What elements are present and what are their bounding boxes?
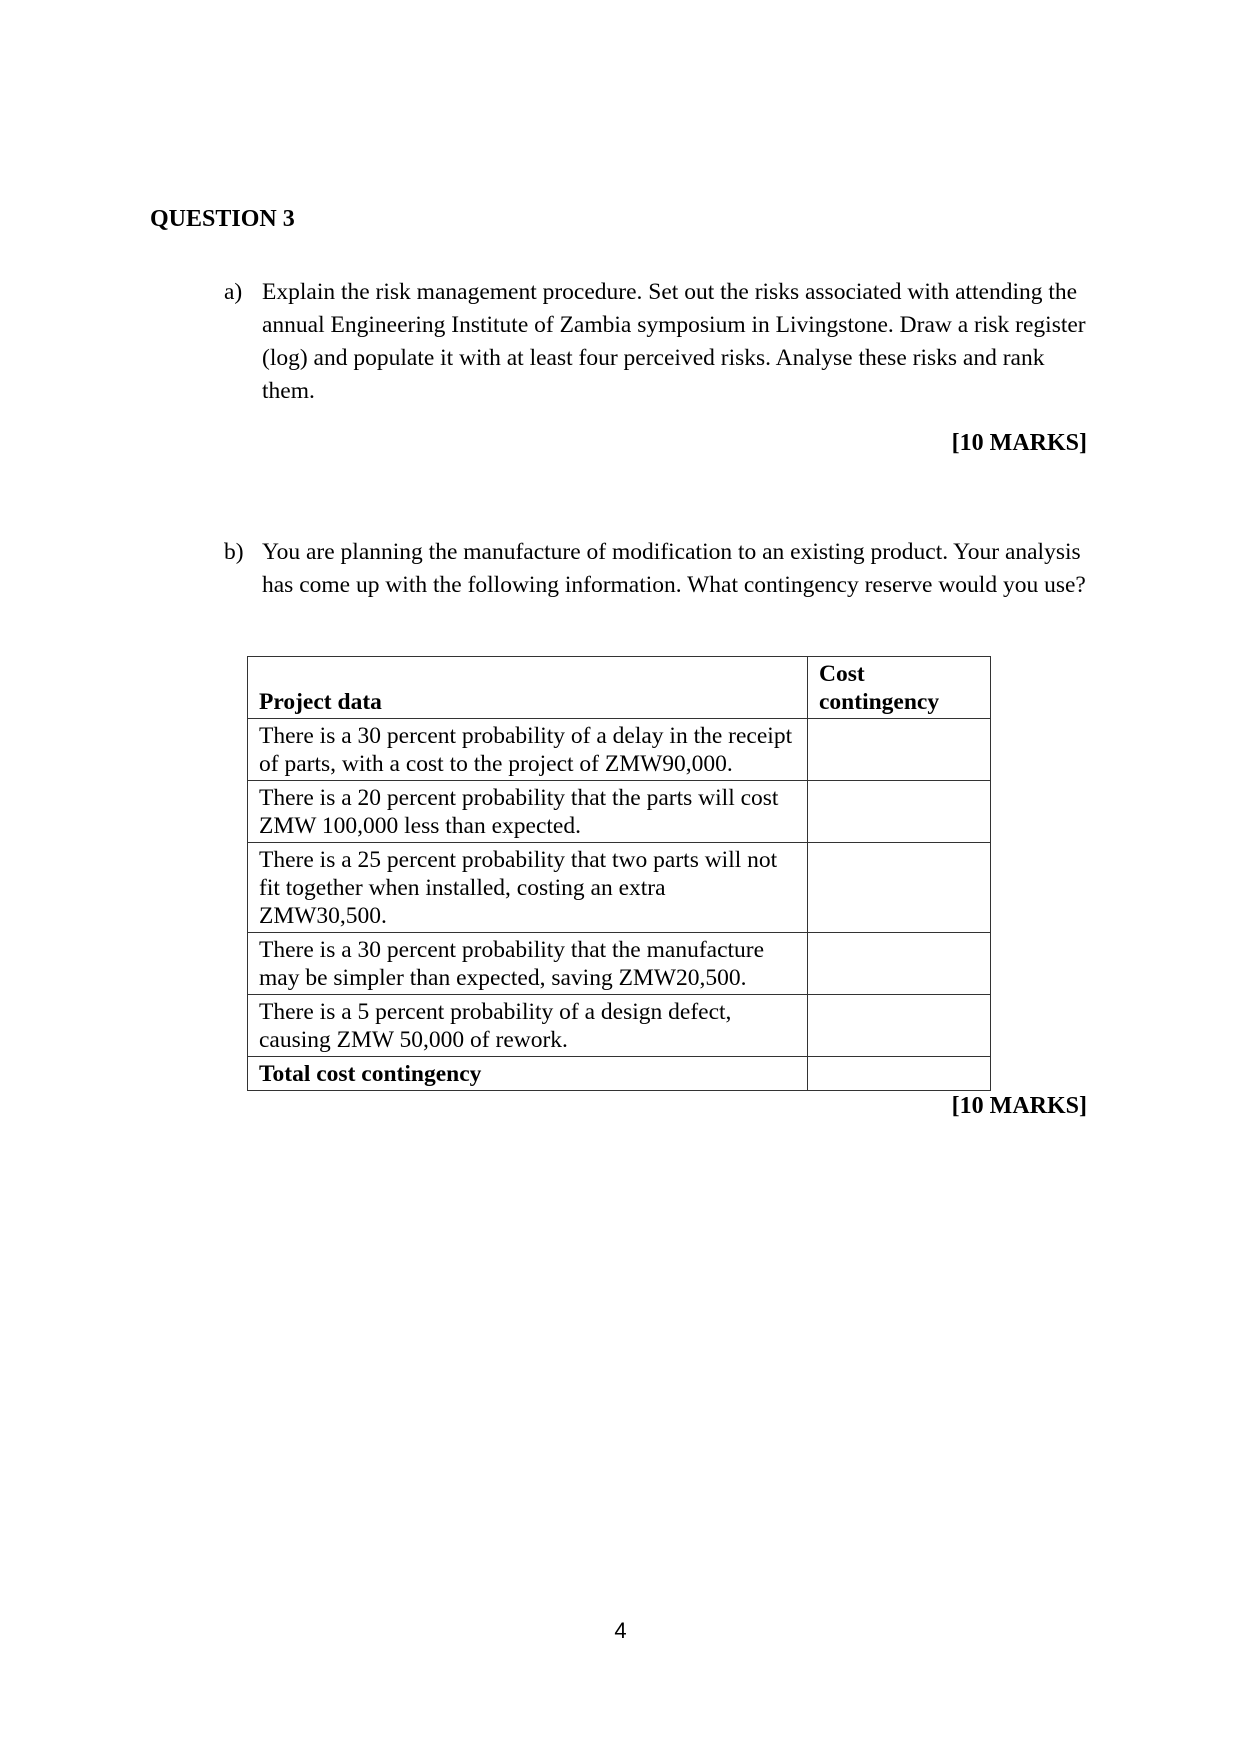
part-b-text: You are planning the manufacture of modification to an existing product. Your analysis has come up with the following information. What contingency reserve would you use? [262,539,1086,598]
part-b-marks: [10 MARKS] [951,1093,1087,1119]
total-value [808,1057,991,1091]
part-a-marks: [10 MARKS] [951,430,1087,456]
part-b-letter: b) [224,539,244,565]
row-cost-contingency [808,719,991,781]
table-header-row [248,657,991,719]
row-project-data: There is a 20 percent probability that the parts will cost ZMW 100,000 less than expected. [248,781,808,843]
page-number: 4 [614,1618,627,1643]
table-total-row [248,1057,991,1091]
total-label: Total cost contingency [248,1057,808,1091]
row-cost-contingency [808,995,991,1057]
contingency-table [247,656,991,1091]
row-project-data: There is a 30 percent probability that the manufacture may be simpler than expected, saving ZMW20,500. [248,933,808,995]
row-cost-contingency [808,781,991,843]
table-row [248,719,991,781]
table-row [248,781,991,843]
question-title: QUESTION 3 [150,206,295,232]
row-project-data: There is a 25 percent probability that two parts will not fit together when installed, costing an extra ZMW30,500. [248,843,808,933]
part-b [224,536,1094,602]
part-a-letter: a) [224,279,243,305]
row-project-data: There is a 30 percent probability of a delay in the receipt of parts, with a cost to the project of ZMW90,000. [248,719,808,781]
row-project-data: There is a 5 percent probability of a design defect, causing ZMW 50,000 of rework. [248,995,808,1057]
table-row [248,843,991,933]
row-cost-contingency [808,843,991,933]
table-row [248,995,991,1057]
part-a-text: Explain the risk management procedure. Set out the risks associated with attending the annual Engineering Institute of Zambia symposium in Livingstone. Draw a risk register (log) and populate it with at least four perceived risks. Analyse these risks and rank them. [262,279,1086,404]
row-cost-contingency [808,933,991,995]
table-row [248,933,991,995]
header-project-data: Project data [248,657,808,719]
header-cost-contingency: Cost contingency [808,657,991,719]
part-a [224,276,1094,408]
